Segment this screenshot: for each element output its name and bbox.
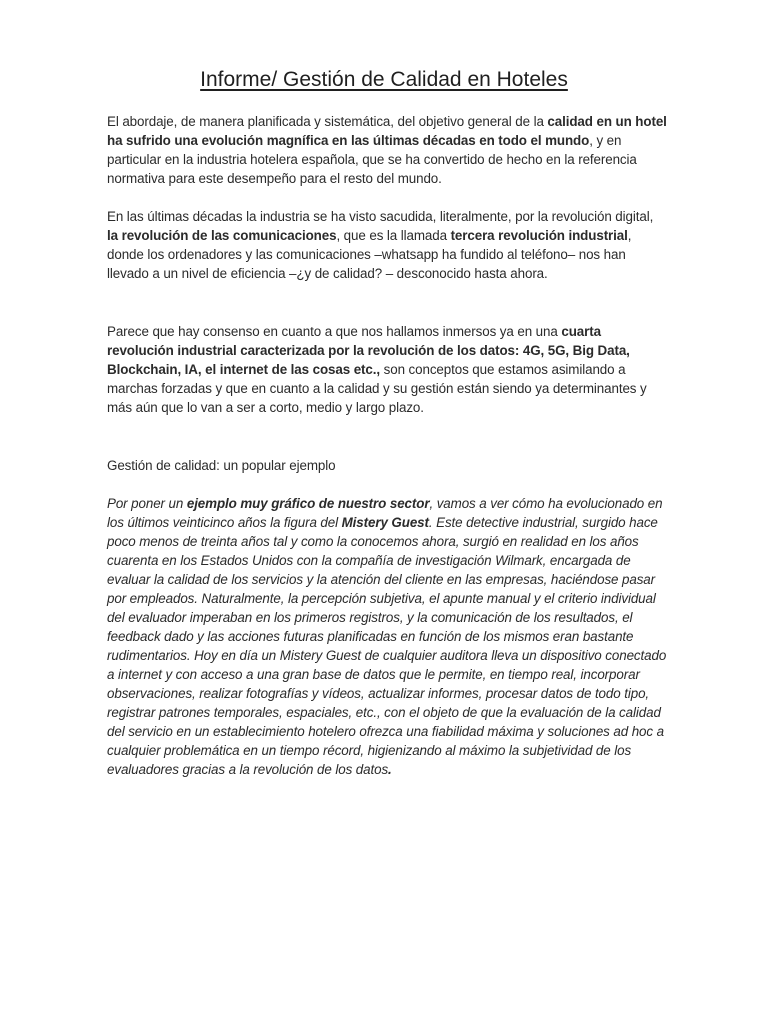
paragraph-bold-text: Mistery Guest bbox=[341, 515, 429, 530]
paragraph-bold-text: tercera revolución industrial bbox=[450, 228, 628, 243]
paragraph-text: , vamos a ver cómo ha evolucionado en los últimos veinticinco años la figura del bbox=[107, 496, 663, 530]
paragraph-bold-text: ejemplo muy gráfico de nuestro sector bbox=[186, 496, 430, 511]
paragraph-text: son conceptos que estamos asimilando a marchas forzadas y que en cuanto a la calidad y su gestión están siendo ya determinantes y más aún que lo van a ser a corto, medio y largo plazo. bbox=[107, 362, 647, 415]
paragraph-text: En las últimas décadas la industria se ha visto sacudida, literalmente, por la revolución digital, bbox=[107, 209, 654, 224]
paragraph-text: Por poner un bbox=[107, 496, 187, 511]
paragraph-text: El abordaje, de manera planificada y sistemática, del objetivo general de la bbox=[107, 114, 548, 129]
paragraph-text: . Este detective industrial, surgido hace poco menos de treinta años tal y como la conocemos ahora, surgió en realidad en los años cuarenta en los Estados Unidos con la compañía de investigación Wilmark, encargada de evaluar la calidad de los servicios y la atención del cliente en las empresas, haciéndose pasar por empleados. Naturalmente, la percepción subjetiva, el apunte manual y el criterio individual del evaluador imperaban en los primeros registros, y la comunicación de los resultados, el feedback dado y las acciones futuras planificadas en función de los mismos eran bastante rudimentarios. Hoy en día un Mistery Guest de cualquier auditora lleva un dispositivo conectado a internet y con acceso a una gran base de datos que le permite, en tiempo real, incorporar observaciones, realizar fotografías y vídeos, actualizar informes, procesar datos de todo tipo, registrar patrones temporales, espaciales, etc., con el objeto de que la evaluación de la calidad del servicio en un establecimiento hotelero ofrezca una fiabilidad máxima y soluciones ad hoc a cualquier problemática en un tiempo récord, higienizando al máximo la subjetividad de los evaluadores gracias a la revolución de los datos bbox=[107, 515, 667, 777]
paragraph-bold-text: calidad en un hotel ha sufrido una evolución magnífica en las últimas décadas en todo el mundo bbox=[107, 114, 667, 148]
document-title: Informe/ Gestión de Calidad en Hoteles bbox=[200, 68, 568, 91]
paragraph-fourth-revolution bbox=[107, 322, 667, 417]
paragraph-intro bbox=[107, 112, 667, 188]
section-heading: Gestión de calidad: un popular ejemplo bbox=[107, 458, 336, 473]
paragraph-text: , que es la llamada bbox=[336, 228, 451, 243]
paragraph-text: , donde los ordenadores y las comunicaciones –whatsapp ha fundido al teléfono– nos han llevado a un nivel de eficiencia –¿y de calidad? – desconocido hasta ahora. bbox=[107, 228, 632, 281]
paragraph-mistery-guest bbox=[107, 494, 667, 779]
paragraph-bold-text: cuarta revolución industrial caracterizada por la revolución de los datos: 4G, 5G, Big Data, Blockchain, IA, el internet de las cosas etc., bbox=[107, 324, 630, 377]
paragraph-bold-text: . bbox=[388, 762, 392, 777]
paragraph-text: Parece que hay consenso en cuanto a que nos hallamos inmersos ya en una bbox=[107, 324, 562, 339]
paragraph-bold-text: la revolución de las comunicaciones bbox=[107, 228, 337, 243]
paragraph-digital-revolution bbox=[107, 207, 667, 283]
paragraph-text: , y en particular en la industria hotelera española, que se ha convertido de hecho en la referencia normativa para este desempeño para el resto del mundo. bbox=[107, 133, 637, 186]
